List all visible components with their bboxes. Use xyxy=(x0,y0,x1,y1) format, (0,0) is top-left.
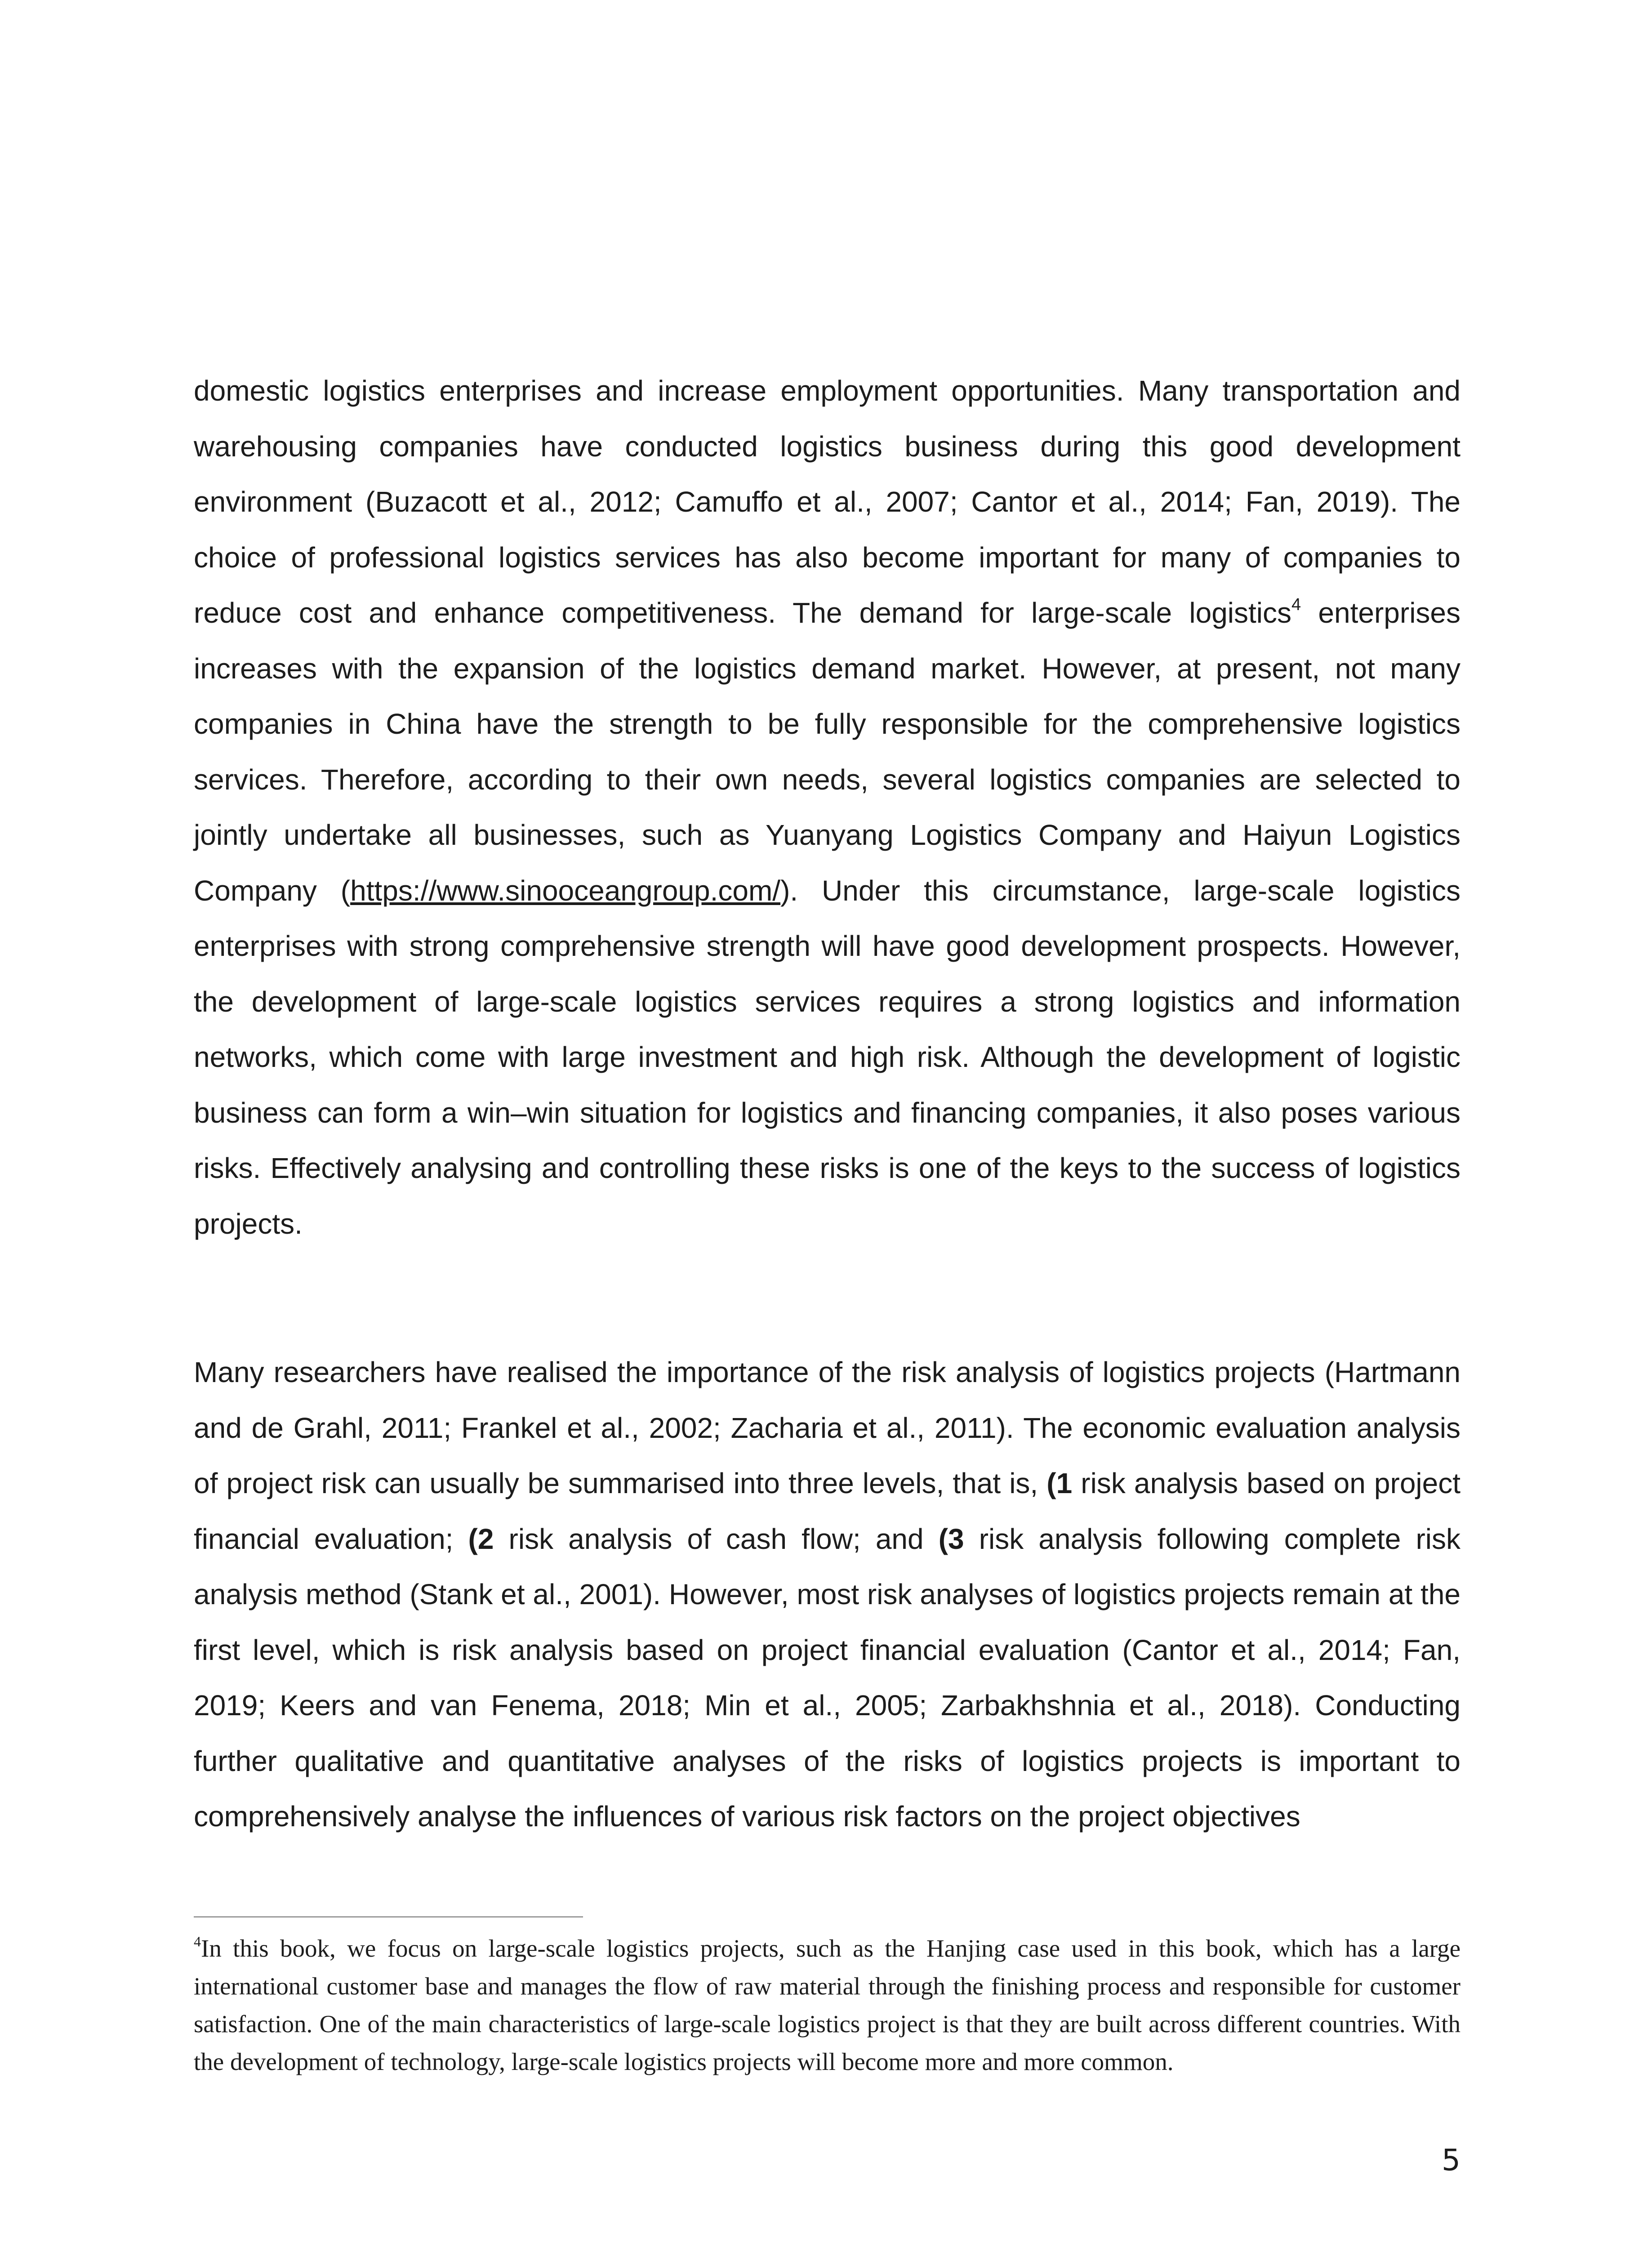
footnote-marker: 4 xyxy=(194,1933,201,1949)
paragraph-2-text-b: risk analysis based on project financial evaluation; xyxy=(194,1467,1461,1555)
list-marker-1: (1 xyxy=(1046,1467,1073,1499)
body-paragraph-2 xyxy=(194,1345,1461,1845)
paragraph-1-text-c: ). Under this circumstance, large-scale logistics enterprises with strong comprehensive strength will have good development prospects. However, the development of large-scale logistics services requires a strong logistics and information networks, which come with large investment and high risk. Although the development of logistic business can form a win–win situation for logistics and financing companies, it also poses various risks. Effectively analysing and controlling these risks is one of the keys to the success of logistics projects. xyxy=(194,874,1461,1240)
page-number: 5 xyxy=(1442,2143,1461,2177)
paragraph-1-text-b: enterprises increases with the expansion of the logistics demand market. However, at present, not many companies in China have the strength to be fully responsible for the comprehensive logistics services. Therefore, according to their own needs, several logistics companies are selected to jointly undertake all businesses, such as Yuanyang Logistics Company and Haiyun Logistics Company ( xyxy=(194,597,1461,907)
sinoocean-link[interactable]: https://www.sinooceangroup.com/ xyxy=(350,874,781,907)
paragraph-2-text-c: risk analysis of cash flow; and xyxy=(494,1522,939,1555)
footnote-text: In this book, we focus on large-scale logistics projects, such as the Hanjing case used in this book, which has a large international customer base and manages the flow of raw material through the finishing process and responsible for customer satisfaction. One of the main characteristics of large-scale logistics project is that they are built across different countries. With the development of technology, large-scale logistics projects will become more and more common. xyxy=(194,1935,1461,2075)
footnote-reference[interactable]: 4 xyxy=(1291,595,1301,614)
body-paragraph-1 xyxy=(194,363,1461,1252)
paragraph-2-text-d: risk analysis following complete risk analysis method (Stank et al., 2001). However, most risk analyses of logistics projects remain at the first level, which is risk analysis based on project financial evaluation (Cantor et al., 2014; Fan, 2019; Keers and van Fenema, 2018; Min et al., 2005; Zarbakhshnia et al., 2018). Conducting further qualitative and quantitative analyses of the risks of logistics projects is important to comprehensively analyse the influences of various risk factors on the project objectives xyxy=(194,1522,1461,1833)
list-marker-2: (2 xyxy=(468,1522,494,1555)
paragraph-1-text-a: domestic logistics enterprises and increase employment opportunities. Many transportation and warehousing companies have conducted logistics business during this good development environment (Buzacott et al., 2012; Camuffo et al., 2007; Cantor et al., 2014; Fan, 2019). The choice of professional logistics services has also become important for many of companies to reduce cost and enhance competitiveness. The demand for large-scale logistics xyxy=(194,375,1461,629)
footnote xyxy=(194,1930,1461,2081)
list-marker-3: (3 xyxy=(938,1522,964,1555)
footnote-separator xyxy=(194,1916,583,1918)
paragraph-2-text-a: Many researchers have realised the importance of the risk analysis of logistics projects (Hartmann and de Grahl, 2011; Frankel et al., 2002; Zacharia et al., 2011). The economic evaluation analysis of project risk can usually be summarised into three levels, that is, xyxy=(194,1356,1461,1499)
